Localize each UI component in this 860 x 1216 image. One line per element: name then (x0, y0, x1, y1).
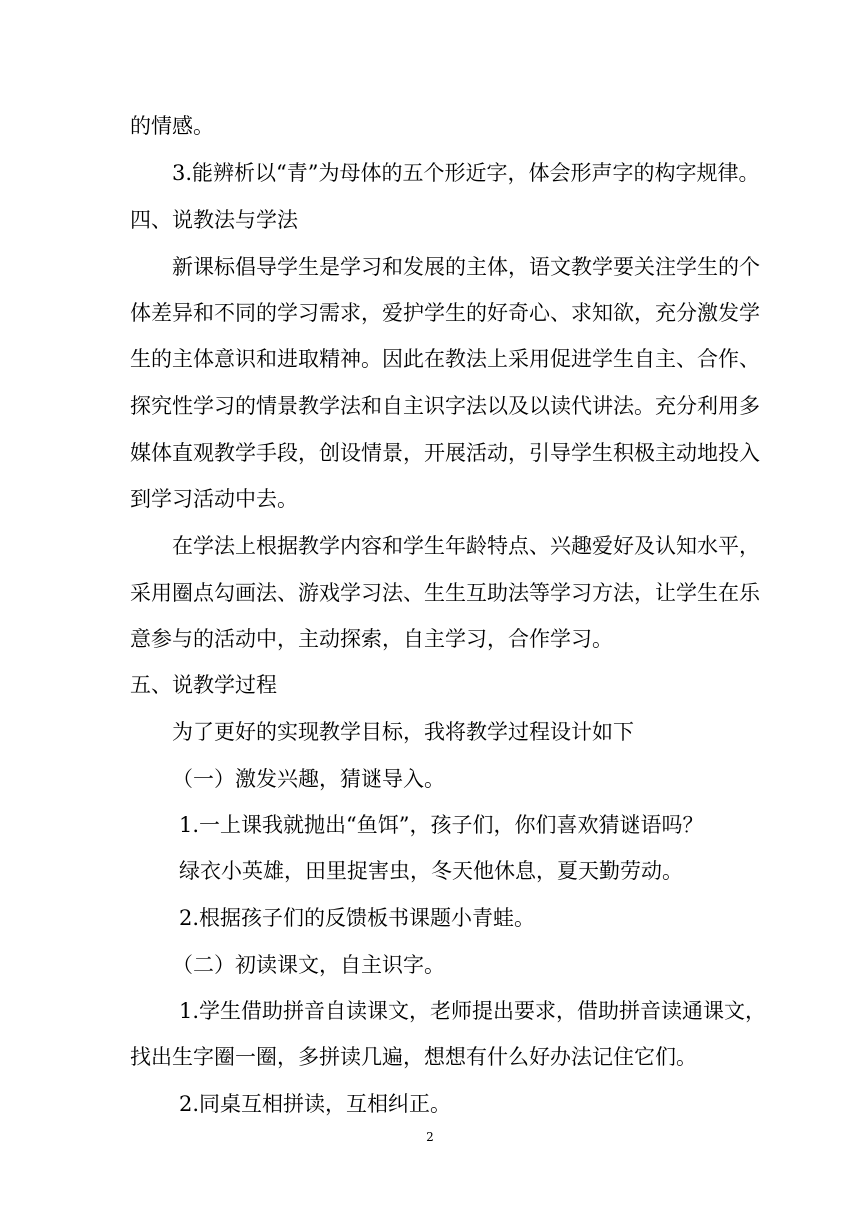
text-line: 探究性学习的情景教学法和自主识字法以及以读代讲法。充分利用多 (130, 394, 760, 418)
text-line: 2.同桌互相拼读，互相纠正。 (179, 1092, 452, 1116)
text-line: 1.学生借助拼音自读课文，老师提出要求，借助拼音读通课文， (179, 999, 767, 1023)
text-line: 到学习活动中去。 (130, 487, 298, 511)
text-line: 找出生字圈一圈，多拼读几遍，想想有什么好办法记住它们。 (130, 1045, 697, 1069)
subsection-heading: （一）激发兴趣，猜谜导入。 (172, 767, 445, 791)
text-line: 体差异和不同的学习需求，爱护学生的好奇心、求知欲，充分激发学 (130, 301, 760, 325)
text-line: 2.根据孩子们的反馈板书课题小青蛙。 (179, 906, 536, 930)
section-heading: 五、说教学过程 (130, 673, 277, 697)
text-line: 的情感。 (130, 114, 214, 138)
text-line: 媒体直观教学手段，创设情景，开展活动，引导学生积极主动地投入 (130, 441, 760, 465)
text-line: 为了更好的实现教学目标，我将教学过程设计如下 (172, 720, 634, 744)
text-line: 采用圈点勾画法、游戏学习法、生生互助法等学习方法，让学生在乐 (130, 581, 760, 605)
text-line: 3.能辨析以“青”为母体的五个形近字，体会形声字的构字规律。 (172, 161, 760, 185)
page-number: 2 (426, 1130, 434, 1144)
section-heading: 四、说教法与学法 (130, 208, 298, 232)
text-line: 新课标倡导学生是学习和发展的主体，语文教学要关注学生的个 (172, 255, 760, 279)
subsection-heading: （二）初读课文，自主识字。 (172, 953, 445, 977)
text-line: 1.一上课我就抛出“鱼饵”，孩子们，你们喜欢猜谜语吗？ (179, 813, 704, 837)
text-line: 绿衣小英雄，田里捉害虫，冬天他休息，夏天勤劳动。 (179, 859, 683, 883)
text-line: 意参与的活动中，主动探索，自主学习，合作学习。 (130, 627, 613, 651)
text-line: 在学法上根据教学内容和学生年龄特点、兴趣爱好及认知水平， (172, 534, 760, 558)
text-line: 生的主体意识和进取精神。因此在教法上采用促进学生自主、合作、 (130, 347, 760, 371)
